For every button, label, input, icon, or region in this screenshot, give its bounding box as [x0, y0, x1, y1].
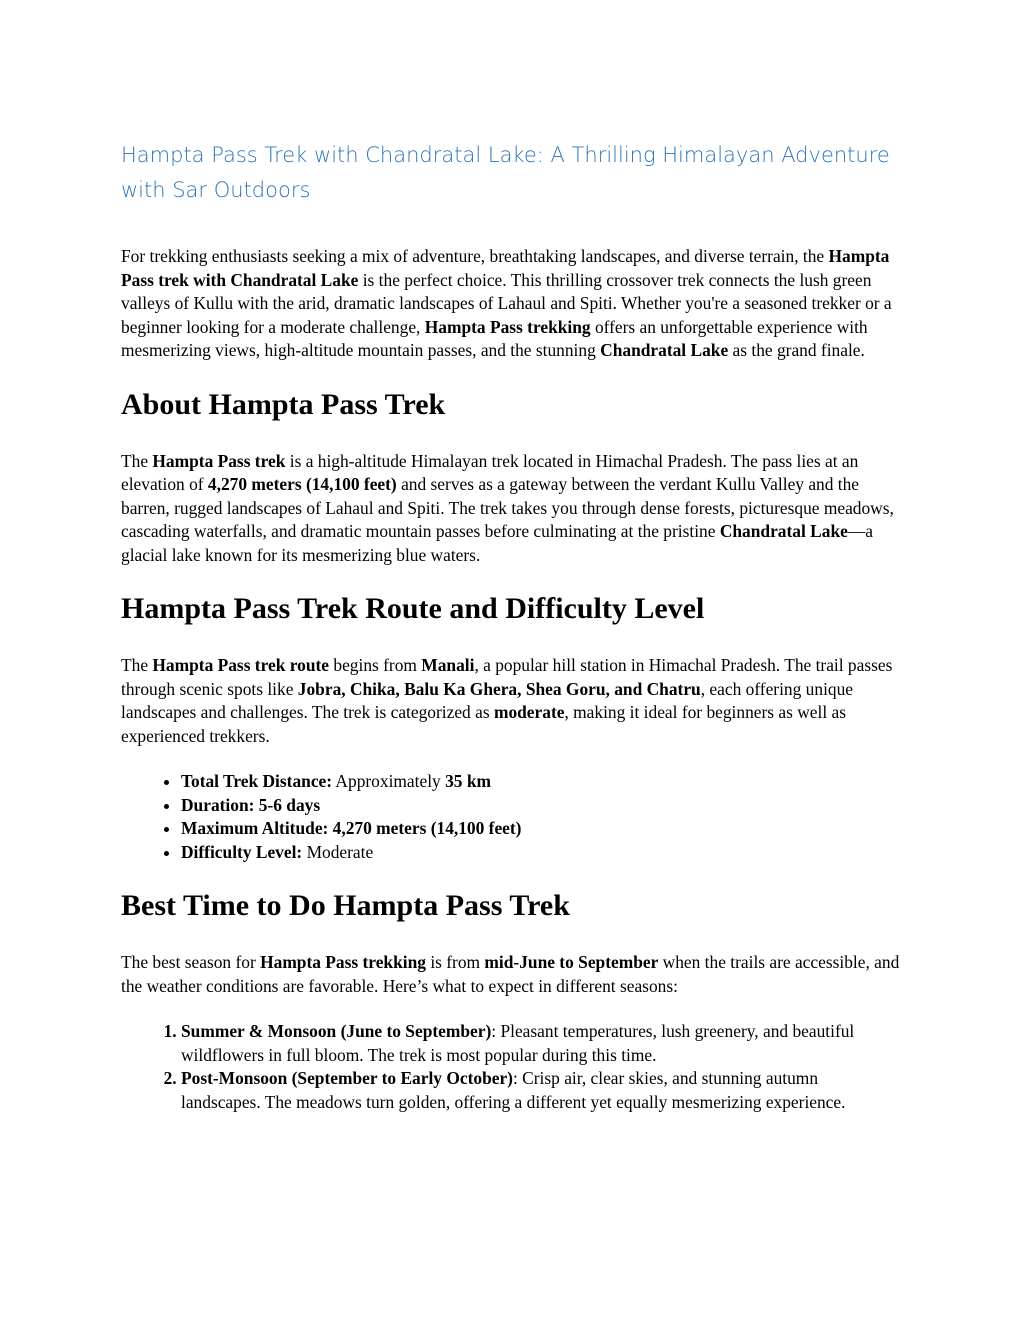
route-bold-3: Jobra, Chika, Balu Ka Ghera, Shea Goru, and Chatru — [297, 678, 701, 699]
document-title: Hampta Pass Trek with Chandratal Lake: A Thrilling Himalayan Adventure with Sar Outdoors — [121, 143, 890, 202]
document-page — [121, 138, 901, 1114]
about-bold-2: 4,270 meters (14,100 feet) — [207, 474, 397, 494]
route-text-1: The — [121, 655, 153, 675]
best-time-paragraph — [121, 951, 901, 998]
about-text-2: is a high-altitude Himalayan trek located in Himachal Pradesh. The pass lies at an elevation of — [121, 450, 859, 494]
heading-about: About Hampta Pass Trek — [121, 387, 446, 421]
fact-text: Approximately — [332, 771, 446, 791]
fact-label: Duration: 5-6 days — [181, 794, 321, 815]
fact-label: Maximum Altitude: 4,270 meters (14,100 feet) — [181, 818, 522, 838]
season-text: : Pleasant temperatures, lush greenery, and beautiful wildflowers in full bloom. The trek is most popular during this time. — [181, 1021, 855, 1065]
intro-text-1: For trekking enthusiasts seeking a mix of adventure, breathtaking landscapes, and diverse terrain, the — [121, 246, 829, 266]
list-item — [181, 817, 901, 841]
intro-text-4: as the grand finale. — [728, 340, 865, 360]
heading-best-time: Best Time to Do Hampta Pass Trek — [121, 889, 570, 922]
intro-bold-2: Hampta Pass trekking — [424, 316, 591, 337]
route-bold-2: Manali — [421, 655, 475, 675]
fact-label: Difficulty Level: — [181, 841, 303, 862]
list-item — [181, 770, 901, 794]
route-bold-1: Hampta Pass trek route — [152, 655, 330, 675]
about-text-3: and serves as a gateway between the verdant Kullu Valley and the barren, rugged landscapes of Lahaul and Spiti. The trek takes you through dense forests, picturesque meadows, cascading waterfalls, and dramatic mountain passes before culminating at the pristine — [121, 474, 894, 541]
fact-value: 35 km — [445, 771, 491, 791]
list-item — [181, 794, 901, 818]
best-time-bold-1: Hampta Pass trekking — [260, 952, 426, 972]
best-time-text-2: is from — [425, 952, 485, 972]
route-bold-4: moderate — [493, 702, 565, 722]
best-time-text-1: The best season for — [121, 952, 261, 972]
about-paragraph — [121, 450, 901, 568]
route-paragraph — [121, 654, 901, 748]
heading-route: Hampta Pass Trek Route and Difficulty Level — [121, 592, 705, 625]
season-label: Post-Monsoon (September to Early October) — [181, 1068, 513, 1088]
seasons-list — [121, 1020, 901, 1114]
about-bold-3: Chandratal Lake — [719, 521, 848, 541]
route-text-2: begins from — [329, 655, 422, 675]
route-text-4: , each offering unique landscapes and challenges. The trek is categorized as — [121, 678, 854, 722]
intro-paragraph — [121, 245, 901, 363]
route-text-3: , a popular hill station in Himachal Pradesh. The trail passes through scenic spots like — [121, 655, 893, 699]
about-text-1: The — [121, 450, 153, 471]
intro-bold-3: Chandratal Lake — [600, 340, 729, 360]
about-text-4: —a glacial lake known for its mesmerizing blue waters. — [121, 521, 873, 565]
list-item — [181, 841, 901, 865]
route-text-5: , making it ideal for beginners as well as experienced trekkers. — [121, 702, 847, 746]
list-item — [181, 1020, 901, 1067]
list-item — [181, 1067, 901, 1114]
fact-text: Moderate — [302, 841, 374, 862]
intro-text-2: is the perfect choice. This thrilling crossover trek connects the lush green valleys of Kullu with the arid, dramatic landscapes of Lahaul and Spiti. Whether you're a seasoned trekker or a beginner looking for a moderate challenge, — [121, 269, 892, 337]
trek-facts-list — [121, 770, 901, 864]
intro-text-3: offers an unforgettable experience with mesmerizing views, high-altitude mountain passes, and the stunning — [121, 316, 868, 360]
best-time-text-3: when the trails are accessible, and the weather conditions are favorable. Here’s what to expect in different seasons: — [121, 952, 900, 996]
best-time-bold-2: mid-June to September — [484, 952, 659, 972]
fact-label: Total Trek Distance: — [181, 771, 333, 791]
season-text: : Crisp air, clear skies, and stunning autumn landscapes. The meadows turn golden, offering a different yet equally mesmerizing experience. — [181, 1068, 846, 1112]
about-bold-1: Hampta Pass trek — [152, 450, 286, 471]
season-label: Summer & Monsoon (June to September) — [181, 1021, 492, 1041]
intro-bold-1: Hampta Pass trek with Chandratal Lake — [121, 246, 890, 290]
